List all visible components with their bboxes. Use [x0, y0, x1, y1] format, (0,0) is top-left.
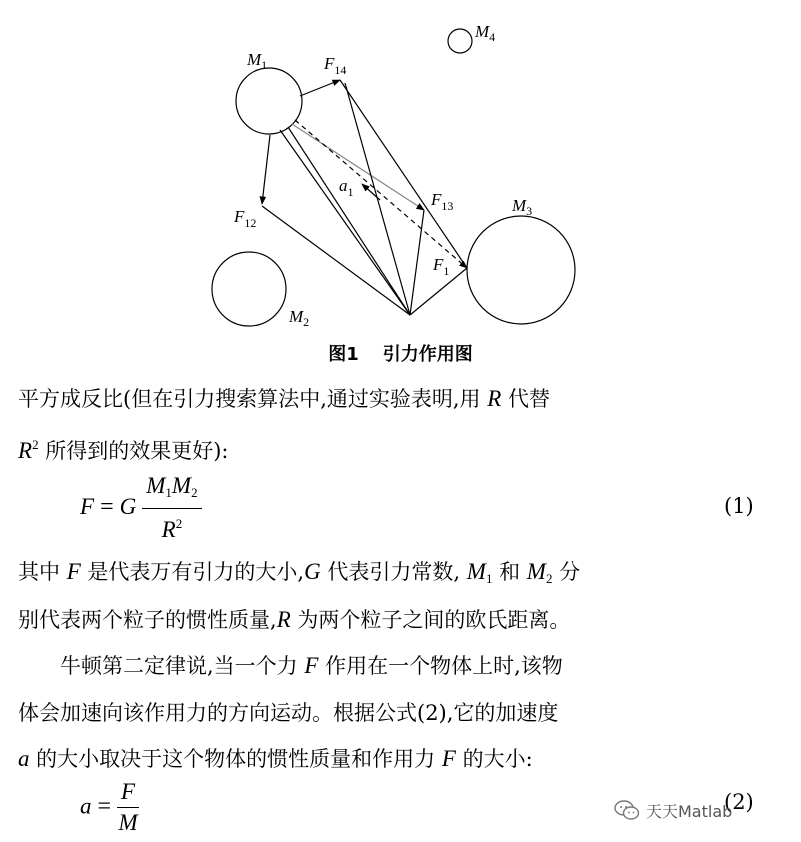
gravity-diagram [0, 0, 801, 340]
construction-line [288, 127, 410, 315]
paragraph-line: 牛顿第二定律说,当一个力 F 作用在一个物体上时,该物 [60, 653, 563, 678]
figure-caption [0, 340, 801, 366]
mass-m3-circle [467, 216, 575, 324]
construction-line [345, 83, 410, 315]
construction-line [280, 130, 410, 315]
mass-m2-circle [212, 252, 286, 326]
equation-1-number: (1) [724, 494, 754, 518]
f1-label: $F_1$ [433, 255, 450, 278]
force-f13-vector [292, 124, 424, 210]
mass-m4-circle [448, 29, 472, 53]
construction-line [410, 210, 424, 315]
m4-label: $M_4$ [475, 22, 496, 44]
equation-1-fraction: $\frac{M_1M_2}{R^2}$ [142, 472, 201, 545]
equation-2: a = $\frac{F}{M}$ [80, 778, 139, 838]
force-f14-vector [300, 80, 340, 96]
figure-title: 引力作用图 [382, 344, 473, 365]
equation-2-fraction: $\frac{F}{M}$ [118, 779, 138, 835]
wechat-icon [614, 799, 640, 821]
acceleration-a1-vector [362, 184, 380, 200]
paragraph-line: 别代表两个粒子的惯性质量,R 为两个粒子之间的欧氏距离。 [18, 607, 571, 632]
a1-label: $a_1$ [339, 176, 354, 199]
paragraph-line: 其中 F 是代表万有引力的大小,G 代表引力常数, $M_1$ 和 $M_2$ 分 [18, 559, 581, 586]
construction-line [410, 268, 467, 315]
equation-2-number: (2) [724, 790, 754, 814]
paragraph-line: a 的大小取决于这个物体的惯性质量和作用力 F 的大小: [18, 746, 533, 771]
paragraph-line: 平方成反比(但在引力搜索算法中,通过实验表明,用 R 代替 [18, 386, 550, 411]
f12-label: $F_{12}$ [234, 207, 257, 230]
f14-label: $F_{14}$ [324, 54, 347, 77]
m2-label: $M_2$ [289, 307, 310, 329]
figure-number: 图1 [328, 344, 359, 365]
construction-line [340, 80, 467, 268]
paragraph-line: 体会加速向该作用力的方向运动。根据公式(2),它的加速度 [18, 701, 559, 725]
m3-label: $M_3$ [512, 196, 533, 218]
f13-label: $F_{13}$ [431, 190, 454, 213]
m1-label: $M_1$ [247, 50, 268, 72]
paragraph-line: $R^2$ 所得到的效果更好): [18, 437, 229, 463]
watermark [614, 796, 732, 824]
force-f12-vector [262, 135, 270, 204]
equation-1: F = G $\frac{M_1M_2}{R^2}$ [80, 472, 202, 545]
watermark-text: 天天Matlab [646, 801, 733, 821]
